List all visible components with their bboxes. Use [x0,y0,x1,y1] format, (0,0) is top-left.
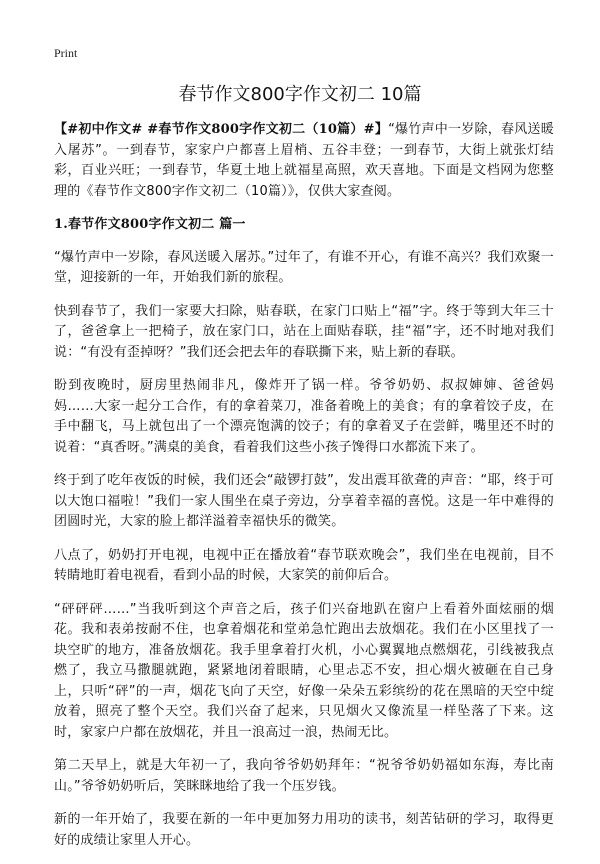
intro-text: “爆竹声中一岁除，春风送暖入屠苏”。一到春节，家家户户都喜上眉梢、五谷丰登；一到春节，大街上就张灯结彩，百业兴旺；一到春节，华夏土地上就福星高照，欢天喜地。下面是文档网为您整理的《春节作文800字作文初二（10篇）》，仅供大家查阅。 [54,122,554,199]
intro-tag: 【#初中作文# #春节作文800字作文初二（10篇）#】 [54,122,389,137]
document-body [54,120,554,864]
page-title: 春节作文800字作文初二 10篇 [178,84,422,105]
body-paragraph-1: “爆竹声中一岁除，春风送暖入屠苏。”过年了，有谁不开心，有谁不高兴？我们欢聚一堂，迎接新的一年，开始我们新的旅程。 [54,249,554,285]
body-paragraph-4: 终于到了吃年夜饭的时候，我们还会“敲锣打鼓”，发出震耳欲聋的声音：“耶，终于可以大饱口福啦！”我们一家人围坐在桌子旁边，分享着幸福的喜悦。这是一年中难得的团圆时光，大家的脸上都洋溢着幸福快乐的微笑。 [54,473,554,529]
body-paragraph-6: “砰砰砰……”当我听到这个声音之后，孩子们兴奋地趴在窗户上看着外面炫丽的烟花。我和表弟按耐不住，也拿着烟花和堂弟急忙跑出去放烟花。我们在小区里找了一块空旷的地方，准备放烟花。我手里拿着打火机，小心翼翼地点燃烟花，引线被我点燃了，我立马撒腿就跑，紧紧地闭着眼睛，心里忐忑不安，担心烟火被砸在自己身上，只听“砰”的一声，烟花飞向了天空，好像一朵朵五彩缤纷的花在黑暗的天空中绽放着，照亮了整个天空。我们兴奋了起来，只见烟火又像流星一样坠落了下来。这时，家家户户都在放烟花，并且一浪高过一浪，热闹无比。 [54,601,554,740]
body-paragraph-8: 新的一年开始了，我要在新的一年中更加努力用功的读书，刻苦钻研的学习，取得更好的成绩让家里人开心。 [54,812,554,848]
body-paragraph-2: 快到春节了，我们一家要大扫除，贴春联，在家门口贴上“福”字。终于等到大年三十了，爸爸拿上一把椅子，放在家门口，站在上面贴春联，挂“福”字，还不时地对我们说：“有没有歪掉呀？”我们还会把去年的春联撕下来，贴上新的春联。 [54,303,554,360]
body-paragraph-7: 第二天早上，就是大年初一了，我向爷爷奶奶拜年：“祝爷爷奶奶福如东海，寿比南山。”爷爷奶奶听后，笑眯眯地给了我一个压岁钱。 [54,758,554,794]
print-label: Print [54,46,78,60]
section-heading: 1.春节作文800字作文初二 篇一 [54,217,246,232]
body-paragraph-5: 八点了，奶奶打开电视，电视中正在播放着“春节联欢晚会”，我们坐在电视前，目不转睛地盯着电视看，看到小品的时候，大家笑的前仰后合。 [54,547,554,583]
intro-paragraph [54,120,554,202]
body-paragraph-3: 盼到夜晚时，厨房里热闹非凡，像炸开了锅一样。爷爷奶奶、叔叔婶婶、爸爸妈妈……大家一起分工合作，有的拿着菜刀，准备着晚上的美食；有的拿着饺子皮，在手中翻飞，马上就包出了一个漂亮饱满的饺子；有的拿着叉子在尝鲜，嘴里还不时的说着：“真香呀。”满桌的美食，看着我们这些小孩子馋得口水都流下来了。 [54,378,554,455]
